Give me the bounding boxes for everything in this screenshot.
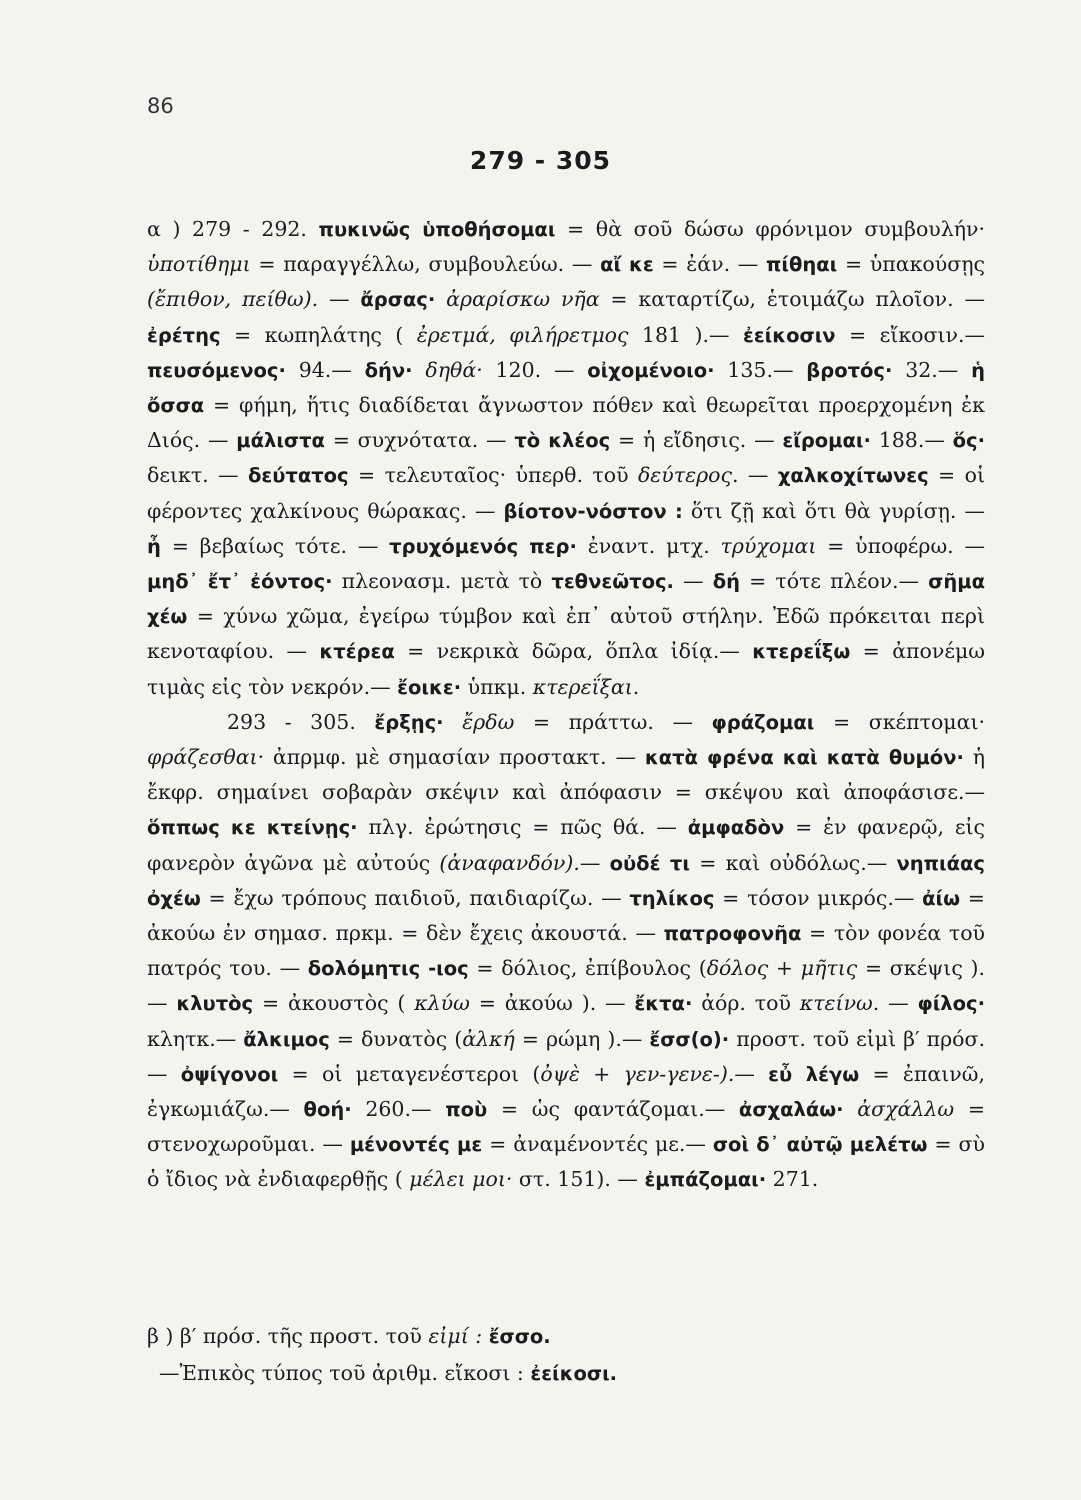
headword: τηλίκος <box>629 886 715 910</box>
headword: ποὺ <box>445 1098 488 1122</box>
italic-form: δεύτερος. <box>637 463 739 488</box>
italic-form: ὀψὲ + γεν-γενε-). <box>540 1061 735 1086</box>
text-run: δεικτ. — <box>147 463 248 488</box>
text-run: 32.— <box>892 357 972 382</box>
text-run: 188.— <box>870 428 953 453</box>
text-run: = τόσον μικρός.— <box>714 885 923 910</box>
headword: χαλκοχίτωνες <box>777 464 929 488</box>
headword: οὐδέ τι <box>609 851 690 875</box>
headword: κατὰ φρένα καὶ κατὰ θυμόν· <box>644 746 964 770</box>
headword: ἄρσας· <box>360 288 436 312</box>
text-run: ἡ ἔκφρ. σημαίνει σοβαρὰν σκέψιν καὶ ἀπόφασιν = σκέψου καὶ ἀποφάσισε.— <box>147 745 985 805</box>
text-run: πλεονασμ. μετὰ τὸ <box>332 569 552 594</box>
headword: σοὶ δ᾽ αὐτῷ μελέτω <box>712 1133 928 1157</box>
headword: ἔσσο. <box>488 1325 551 1348</box>
text-run: = ἔχω τρόπους παιδιοῦ, παιδιαρίζω. — <box>200 885 630 910</box>
commentary-paragraph <box>147 705 985 1198</box>
headword: ἦ <box>147 534 161 558</box>
text-run: = κωπηλάτης ( <box>220 322 417 347</box>
text-run <box>435 287 446 311</box>
headword: ἀίω <box>922 886 961 910</box>
headword: πευσόμενος· <box>147 358 286 382</box>
headword: ἔοικε· <box>397 675 462 699</box>
text-run: = ἀπονέμω τιμὰς εἰς τὸν νεκρόν.— <box>147 639 985 699</box>
italic-form: τρύχομαι <box>720 533 817 558</box>
text-run: = βεβαίως τότε. — <box>160 533 390 558</box>
text-run: ἀόρ. τοῦ <box>692 991 800 1016</box>
headword: οἰχομένοιο· <box>587 358 715 382</box>
headword: ἐρέτης <box>147 323 221 347</box>
text-run: = σὺ ὁ ἴδιος νὰ ἐνδιαφερθῇς ( <box>147 1132 985 1192</box>
italic-form: ἀσχάλλω <box>857 1097 955 1122</box>
headword: δήν· <box>364 358 413 382</box>
text-run: = ὡς φαντάζομαι.— <box>487 1097 739 1122</box>
text-run: + <box>768 956 801 981</box>
text-run: = τὸν φονέα τοῦ πατρός του. — <box>147 921 985 981</box>
text-run: 181 ).— <box>628 322 743 347</box>
headword: ἐείκοσιν <box>742 323 836 347</box>
text-run: = ἐν φανερῷ, εἰς φανερὸν ἀγῶνα μὲ αὐτούς <box>147 815 985 875</box>
text-run: = καταρτίζω, ἑτοιμάζω πλοῖον. — <box>599 287 985 312</box>
text-run: 94.— <box>285 357 365 382</box>
text-run <box>444 710 463 734</box>
headword: τρυχόμενός περ· <box>389 534 577 558</box>
headword: μηδ᾽ ἔτ᾽ ἐόντος· <box>147 570 333 594</box>
text-run <box>413 358 426 382</box>
commentary-paragraph <box>147 212 985 705</box>
text-run: 135.— <box>714 357 807 382</box>
note-line <box>147 1318 985 1355</box>
text-run: 293 - 305. <box>227 709 375 734</box>
verse-range-heading: 279 - 305 <box>469 146 612 175</box>
headword: μάλιστα <box>236 429 325 453</box>
italic-form: ἐρετμά, φιλήρετμος <box>416 322 629 347</box>
text-run: = ἀναμένοντές με.— <box>482 1132 713 1157</box>
headword: ἀμφαδὸν <box>687 816 785 840</box>
text-run: —Ἐπικὸς τύπος τοῦ ἀριθμ. εἴκοσι : <box>159 1361 531 1385</box>
text-run: = ἡ εἴδησις. — <box>610 428 783 453</box>
text-run: = παραγγέλλω, συμβουλεύω. — <box>250 252 601 277</box>
text-run: = τελευταῖος· ὑπερθ. τοῦ <box>348 463 638 488</box>
text-run: = ἐπαινῶ, ἐγκωμιάζω.— <box>147 1061 985 1122</box>
text-run: = πράττω. — <box>514 709 712 734</box>
text-run: ἀπρμφ. μὲ σημασίαν προστακτ. — <box>264 745 645 770</box>
headword: δή <box>712 570 740 594</box>
text-run: = οἱ φέροντες χαλκίνους θώρακας. — <box>147 463 985 523</box>
text-run: 271. <box>766 1167 819 1192</box>
italic-form: (ἔπιθον, πείθω). <box>147 287 319 312</box>
text-run: = καὶ οὐδόλως.— <box>689 850 897 875</box>
text-run: ὑπκμ. <box>461 674 533 699</box>
text-run: = τότε πλέον.— <box>739 569 929 594</box>
italic-form: μέλει μοι· <box>409 1167 513 1192</box>
headword: πυκινῶς ὑποθήσομαι <box>318 218 556 241</box>
headword: μένοντές με <box>349 1133 483 1157</box>
italic-form: ἀλκή <box>462 1026 515 1051</box>
italic-form: μῆτις <box>800 956 858 981</box>
italic-form: δηθά· <box>425 357 483 382</box>
headword: τεθνεῶτος. <box>551 570 674 594</box>
text-run: = ἀκούω ἐν σημασ. πρκμ. = δὲν ἔχεις ἀκουστά. — <box>147 885 985 946</box>
text-run: = ὑποφέρω. — <box>816 533 986 558</box>
headword: κτερεΐξω <box>752 640 851 664</box>
text-run: = ἐάν. — <box>653 252 766 277</box>
italic-form: δόλος <box>706 956 769 981</box>
headword: εἴρομαι· <box>782 429 871 453</box>
headword: ἄλκιμος <box>243 1027 330 1051</box>
text-run: = ρώμη ).— <box>514 1026 650 1051</box>
text-run: = θὰ σοῦ δώσω φρόνιμον συμβουλήν· <box>555 217 986 241</box>
italic-form: ὑποτίθημι <box>147 252 251 277</box>
text-run: = σκέπτομαι· <box>814 709 986 734</box>
text-run: 120. — <box>482 357 588 382</box>
text-run: στ. 151). — <box>512 1167 645 1192</box>
headword: πατροφονῆα <box>663 922 802 946</box>
headword: εὖ λέγω <box>768 1062 860 1086</box>
text-run: α ) 279 - 292. <box>147 217 319 241</box>
text-run: = δόλιος, ἐπίβουλος ( <box>468 956 707 981</box>
headword: ἀσχαλάω· <box>738 1098 844 1122</box>
text-run: = οἱ μεταγενέστεροι ( <box>278 1061 541 1086</box>
text-run: πλγ. ἐρώτησις = πῶς θά. — <box>357 815 688 840</box>
headword: βροτός· <box>806 358 893 382</box>
text-run: ὅτι ζῇ καὶ ὅτι θὰ γυρίσῃ. — <box>682 498 985 523</box>
headword: βίοτον-νόστον : <box>503 499 683 523</box>
text-run: ἐναντ. μτχ. <box>576 533 721 558</box>
italic-form: φράζεσθαι· <box>147 745 265 770</box>
text-run: = ὑπακούσῃς <box>837 252 985 277</box>
headword: ἔσσ(ο)· <box>649 1027 730 1051</box>
text-run: = στενοχωροῦμαι. — <box>147 1097 985 1157</box>
text-run: — <box>738 463 778 488</box>
italic-form: ἔρδω <box>462 709 515 734</box>
headword: δεύτατος <box>247 464 349 488</box>
headword: ἡ ὄσσα <box>147 358 985 418</box>
text-run: = φήμη, ἥτις διαδίδεται ἄγνωστον πόθεν καὶ θεωρεῖται προερχομένη ἐκ Διός. — <box>147 393 985 453</box>
headword: νηπιάας ὀχέω <box>147 851 985 910</box>
text-run: — <box>673 569 713 594</box>
text-run <box>844 1097 858 1121</box>
page-number: 86 <box>147 94 174 118</box>
headword: αἴ κε <box>600 253 654 277</box>
text-run: — <box>579 850 610 875</box>
italic-form: κτείνω. <box>799 991 880 1016</box>
text-run: 260.— <box>351 1097 446 1122</box>
text-run: = συχνότατα. — <box>324 428 515 453</box>
headword: φίλος· <box>917 992 986 1016</box>
text-run: = δυνατὸς ( <box>329 1026 463 1051</box>
headword: ὀψίγονοι <box>180 1062 279 1086</box>
headword: σῆμα χέω <box>147 570 985 629</box>
text-run: κλητκ.— <box>147 1026 244 1051</box>
text-run: = εἴκοσιν.— <box>835 322 985 347</box>
italic-form: κλύω <box>414 991 470 1016</box>
text-run: = ἀκουστὸς ( <box>253 991 415 1016</box>
headword: ὅς· <box>952 429 986 453</box>
text-run: = σκέψις ).— <box>147 956 986 1016</box>
headword: κτέρεα <box>319 640 395 664</box>
text-run: — <box>318 287 361 312</box>
commentary-section-a <box>147 212 985 1198</box>
headword: ἔρξῃς· <box>374 710 444 734</box>
text-run: προστ. τοῦ εἰμὶ β′ πρόσ.— <box>147 1026 985 1086</box>
text-run: β ) β′ πρόσ. τῆς προστ. τοῦ <box>147 1324 429 1348</box>
headword: θοή· <box>303 1098 352 1122</box>
italic-form: ἀραρίσκω νῆα <box>446 287 600 312</box>
headword: κλυτὸς <box>176 992 254 1016</box>
text-run: = ἀκούω ). — <box>469 991 635 1016</box>
italic-form: εἰμί : <box>428 1324 483 1348</box>
headword: τὸ κλέος <box>514 429 611 453</box>
commentary-section-b <box>147 1318 985 1392</box>
text-run: — <box>734 1061 769 1086</box>
headword: δολόμητις -ιος <box>307 957 469 981</box>
italic-form: (ἀναφανδόν). <box>439 850 580 875</box>
headword: ἐείκοσι. <box>530 1362 618 1385</box>
headword: ἔκτα· <box>634 992 693 1016</box>
text-run: = χύνω χῶμα, ἐγείρω τύμβον καὶ ἐπ᾽ αὐτοῦ στήλην. Ἐδῶ πρόκειται περὶ κενοταφίου. — <box>147 604 985 664</box>
headword: πίθηαι <box>765 253 838 277</box>
note-line <box>147 1355 985 1392</box>
italic-form: κτερεΐξαι. <box>532 674 640 699</box>
headword: φράζομαι <box>711 710 815 734</box>
headword: ὅππως κε κτείνῃς· <box>147 816 358 840</box>
text-run: — <box>879 991 918 1016</box>
headword: ἐμπάζομαι· <box>644 1168 767 1192</box>
text-run: = νεκρικὰ δῶρα, ὅπλα ἰδίᾳ.— <box>394 639 753 664</box>
